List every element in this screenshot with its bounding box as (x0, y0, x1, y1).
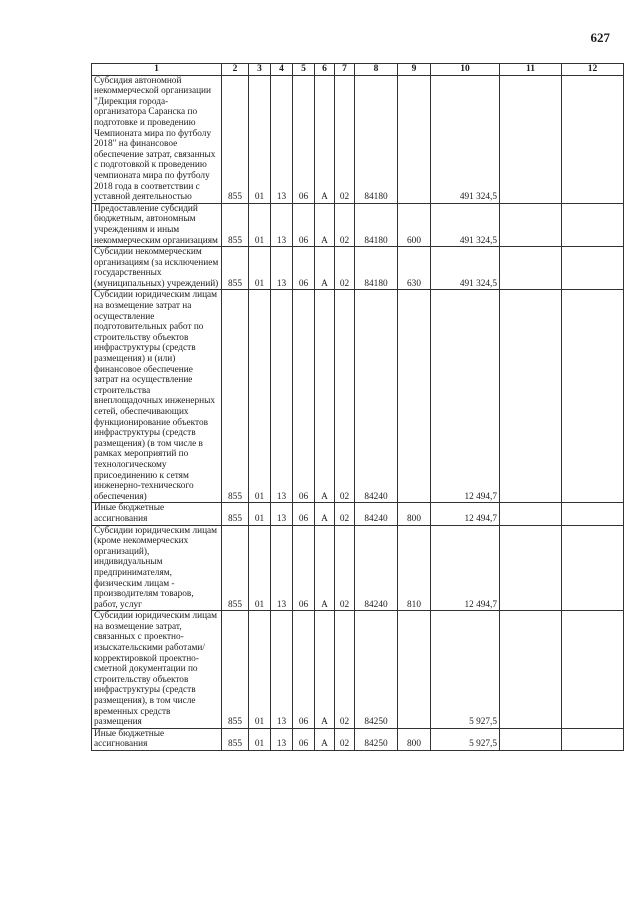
event-code: 02 (335, 503, 355, 525)
amount-col-11 (500, 290, 562, 503)
row-description: Субсидия автономной некоммерческой организации "Дирекция города-организатора Саранска по подготовке и проведению Чемпионата мира по футболу 2018" на финансовое обеспечение затрат, связанных с подготовкой к проведению чемпионата мира по футболу 2018 года в соответствии с уставной деятельностью (92, 75, 222, 203)
column-header: 4 (271, 64, 293, 76)
section-code: 01 (249, 75, 271, 203)
section-code: 01 (249, 525, 271, 611)
direction-code: 84180 (355, 203, 398, 246)
subprogram-code: А (315, 290, 335, 503)
amount-col-12 (562, 290, 624, 503)
table-row (92, 75, 624, 203)
ministry-code: 855 (222, 247, 249, 290)
amount-col-12 (562, 525, 624, 611)
ministry-code: 855 (222, 525, 249, 611)
table-row (92, 503, 624, 525)
program-code: 06 (293, 290, 315, 503)
column-header: 7 (335, 64, 355, 76)
section-code: 01 (249, 611, 271, 729)
expense-type-code: 800 (398, 503, 431, 525)
row-description: Предоставление субсидий бюджетным, автономным учреждениям и иным некоммерческим организациям (92, 203, 222, 246)
amount-col-12 (562, 247, 624, 290)
ministry-code: 855 (222, 203, 249, 246)
table-row (92, 290, 624, 503)
ministry-code: 855 (222, 728, 249, 750)
row-description: Субсидии юридическим лицам (кроме некоммерческих организаций), индивидуальным предпринимателям, физическим лицам - производителям товаров, работ, услуг (92, 525, 222, 611)
expense-type-code (398, 611, 431, 729)
amount-col-12 (562, 611, 624, 729)
subsection-code: 13 (271, 247, 293, 290)
expense-type-code (398, 290, 431, 503)
event-code: 02 (335, 203, 355, 246)
program-code: 06 (293, 503, 315, 525)
column-header: 2 (222, 64, 249, 76)
row-description: Иные бюджетные ассигнования (92, 503, 222, 525)
ministry-code: 855 (222, 75, 249, 203)
amount-col-11 (500, 525, 562, 611)
section-code: 01 (249, 728, 271, 750)
subsection-code: 13 (271, 290, 293, 503)
subsection-code: 13 (271, 525, 293, 611)
subsection-code: 13 (271, 728, 293, 750)
amount-col-11 (500, 503, 562, 525)
event-code: 02 (335, 525, 355, 611)
section-code: 01 (249, 203, 271, 246)
subsection-code: 13 (271, 503, 293, 525)
table-row (92, 247, 624, 290)
column-header: 6 (315, 64, 335, 76)
amount: 12 494,7 (431, 525, 500, 611)
column-header: 1 (92, 64, 222, 76)
direction-code: 84240 (355, 290, 398, 503)
subprogram-code: А (315, 503, 335, 525)
amount: 491 324,5 (431, 203, 500, 246)
column-header: 3 (249, 64, 271, 76)
table-row (92, 611, 624, 729)
ministry-code: 855 (222, 503, 249, 525)
subprogram-code: А (315, 247, 335, 290)
row-description: Субсидии некоммерческим организациям (за исключением государственных (муниципальных) учреждений) (92, 247, 222, 290)
amount-col-11 (500, 75, 562, 203)
event-code: 02 (335, 75, 355, 203)
expense-type-code (398, 75, 431, 203)
ministry-code: 855 (222, 290, 249, 503)
section-code: 01 (249, 290, 271, 503)
event-code: 02 (335, 611, 355, 729)
amount-col-12 (562, 75, 624, 203)
amount-col-12 (562, 503, 624, 525)
direction-code: 84240 (355, 503, 398, 525)
column-header: 8 (355, 64, 398, 76)
section-code: 01 (249, 247, 271, 290)
program-code: 06 (293, 611, 315, 729)
amount-col-11 (500, 203, 562, 246)
expense-type-code: 600 (398, 203, 431, 246)
subsection-code: 13 (271, 75, 293, 203)
amount-col-11 (500, 611, 562, 729)
amount: 491 324,5 (431, 247, 500, 290)
amount-col-12 (562, 728, 624, 750)
row-description: Субсидии юридическим лицам на возмещение затрат, связанных с проектно-изыскательскими работами/корректировкой проектно-сметной документации по строительству объектов инфраструктуры (средств размещения), в том числе временных средств размещения (92, 611, 222, 729)
direction-code: 84250 (355, 728, 398, 750)
expense-type-code: 800 (398, 728, 431, 750)
amount-col-11 (500, 728, 562, 750)
ministry-code: 855 (222, 611, 249, 729)
direction-code: 84240 (355, 525, 398, 611)
amount-col-12 (562, 203, 624, 246)
amount: 491 324,5 (431, 75, 500, 203)
table-row (92, 728, 624, 750)
table-row (92, 525, 624, 611)
amount: 12 494,7 (431, 503, 500, 525)
table-row (92, 203, 624, 246)
section-code: 01 (249, 503, 271, 525)
direction-code: 84180 (355, 247, 398, 290)
subprogram-code: А (315, 728, 335, 750)
expense-type-code: 630 (398, 247, 431, 290)
program-code: 06 (293, 203, 315, 246)
amount: 12 494,7 (431, 290, 500, 503)
direction-code: 84250 (355, 611, 398, 729)
subprogram-code: А (315, 75, 335, 203)
program-code: 06 (293, 728, 315, 750)
program-code: 06 (293, 525, 315, 611)
column-header: 12 (562, 64, 624, 76)
amount-col-11 (500, 247, 562, 290)
event-code: 02 (335, 247, 355, 290)
column-header: 5 (293, 64, 315, 76)
program-code: 06 (293, 75, 315, 203)
subsection-code: 13 (271, 203, 293, 246)
event-code: 02 (335, 290, 355, 503)
page-number: 627 (590, 30, 610, 45)
amount: 5 927,5 (431, 611, 500, 729)
budget-table (91, 63, 624, 751)
row-description: Субсидии юридическим лицам на возмещение затрат на осуществление подготовительных работ по строительству объектов инфраструктуры (средств размещения) и (или) финансовое обеспечение затрат на осуществление строительства внеплощадочных инженерных сетей, обеспечивающих функционирование объектов инфраструктуры (средств размещения) (в том числе в рамках мероприятий по технологическому присоединению к сетям инженерно-технического обеспечения) (92, 290, 222, 503)
event-code: 02 (335, 728, 355, 750)
program-code: 06 (293, 247, 315, 290)
expense-type-code: 810 (398, 525, 431, 611)
subprogram-code: А (315, 611, 335, 729)
header-row (92, 64, 624, 76)
row-description: Иные бюджетные ассигнования (92, 728, 222, 750)
column-header: 11 (500, 64, 562, 76)
subprogram-code: А (315, 525, 335, 611)
subprogram-code: А (315, 203, 335, 246)
direction-code: 84180 (355, 75, 398, 203)
column-header: 10 (431, 64, 500, 76)
amount: 5 927,5 (431, 728, 500, 750)
subsection-code: 13 (271, 611, 293, 729)
column-header: 9 (398, 64, 431, 76)
